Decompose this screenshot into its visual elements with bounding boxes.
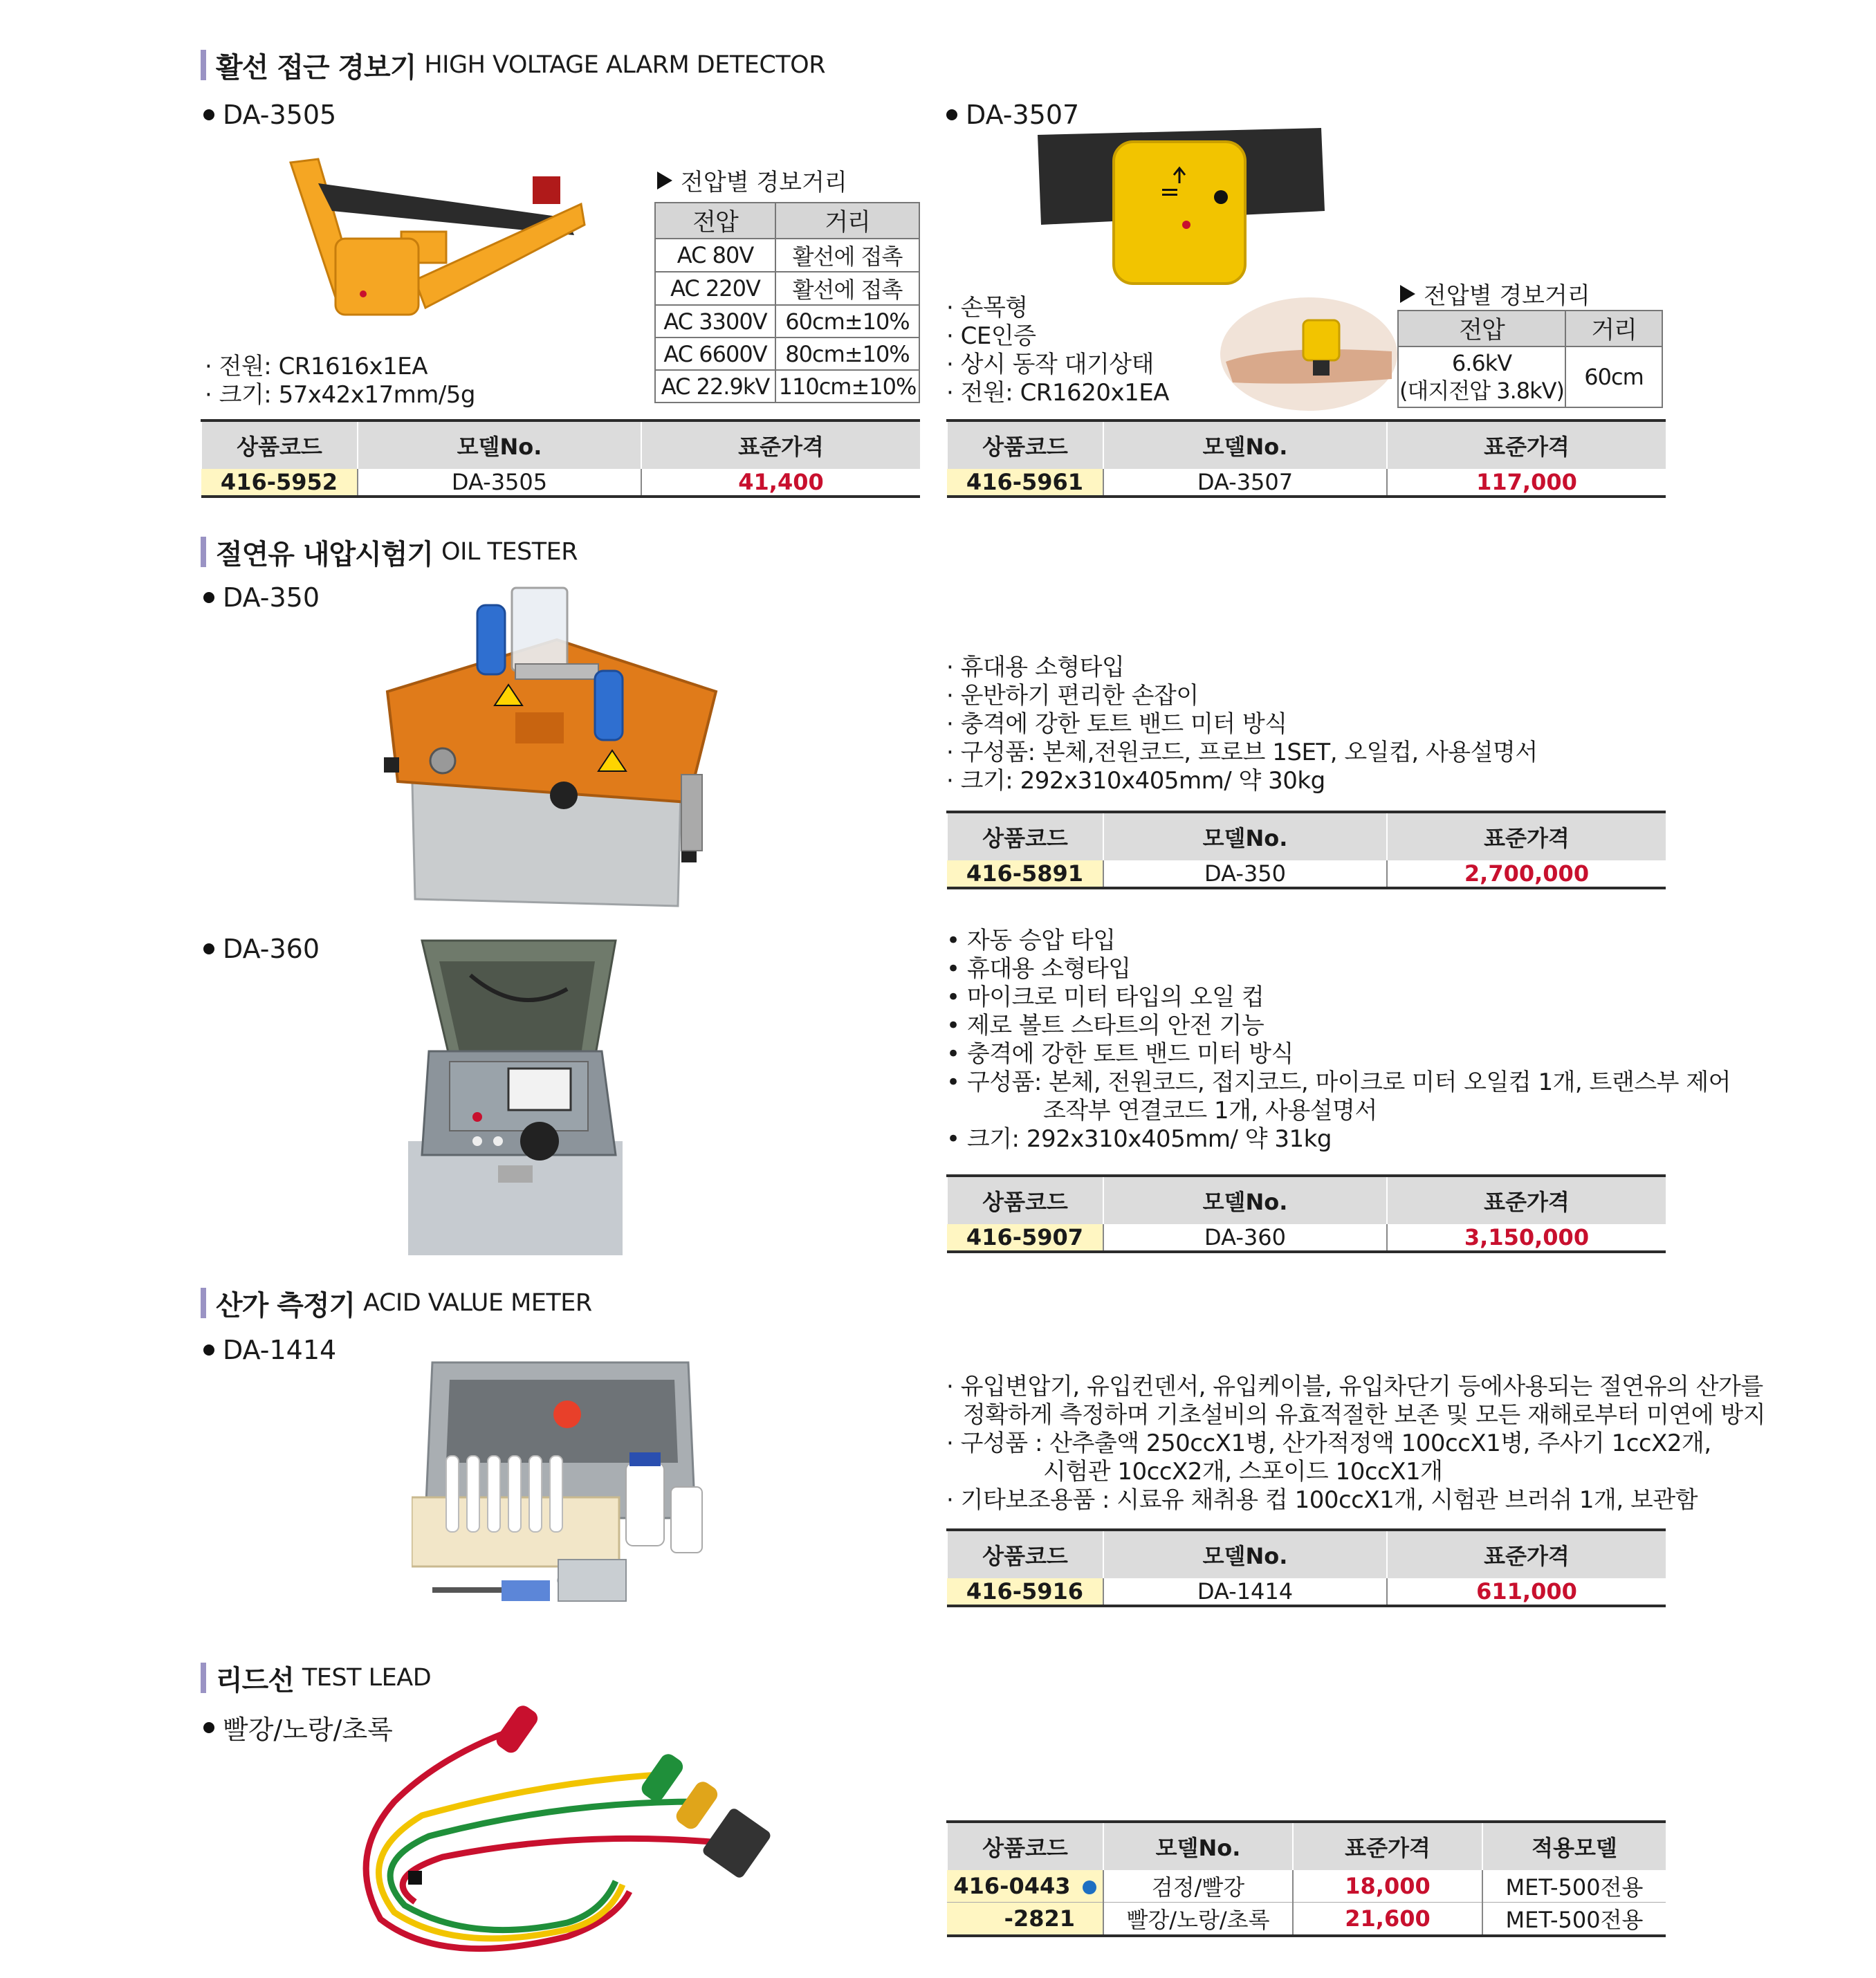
test-lead-image	[339, 1698, 789, 1975]
model-number: DA-3507	[1103, 469, 1387, 497]
bullet-dot-icon	[203, 943, 214, 954]
model-number: 빨강/노랑/초록	[1103, 1903, 1293, 1937]
col-header-code: 상품코드	[947, 1822, 1103, 1870]
product-table-lead	[946, 1820, 1666, 1937]
section-accent-bar	[201, 537, 206, 567]
col-header-code: 상품코드	[947, 1530, 1103, 1578]
model-number: DA-350	[1103, 860, 1387, 888]
table-row	[947, 860, 1666, 888]
distance-table-title-da3507: 전압별 경보거리	[1400, 277, 1590, 311]
feature-item: · 전원: CR1620x1EA	[946, 379, 1169, 407]
table-row: AC 6600V 80cm±10%	[655, 338, 919, 370]
col-header-price: 표준가격	[1387, 812, 1666, 860]
col-header-model: 모델No.	[358, 420, 641, 469]
price: 3,150,000	[1387, 1224, 1666, 1252]
feature-list-da350	[946, 654, 1538, 795]
col-header-price: 표준가격	[1387, 1530, 1666, 1578]
model-number: DA-360	[1103, 1224, 1387, 1252]
feature-item: · 휴대용 소형타입	[946, 654, 1125, 681]
table-row: AC 80V 활선에 접촉	[655, 239, 919, 272]
price: 41,400	[641, 469, 920, 497]
feature-item: · 유입변압기, 유입컨덴서, 유입케이블, 유입차단기 등에사용되는 절연유의 산가를	[946, 1373, 1763, 1401]
applies-model: MET-500전용	[1482, 1903, 1666, 1937]
section-title-ko: 산가 측정기	[216, 1289, 356, 1322]
product-table-da360	[946, 1174, 1666, 1253]
oil-tester-da350-image	[384, 574, 723, 920]
col-header-code: 상품코드	[947, 1176, 1103, 1224]
col-header-price: 표준가격	[641, 420, 920, 469]
col-header-distance: 거리	[1565, 311, 1662, 346]
product-table-da1414	[946, 1528, 1666, 1607]
model-label-da3507: DA-3507	[946, 100, 1079, 130]
col-header-price: 표준가격	[1387, 420, 1666, 469]
col-header-voltage: 전압	[655, 203, 775, 239]
bullet-dot-icon	[203, 109, 214, 120]
section-accent-bar	[201, 1663, 206, 1693]
section-title-en: ACID VALUE METER	[363, 1289, 592, 1317]
feature-list-da3507	[946, 294, 1169, 407]
price: 21,600	[1293, 1903, 1482, 1937]
section-header-acid-meter	[201, 1288, 592, 1322]
table-row	[947, 469, 1666, 497]
feature-item: • 제로 볼트 스타트의 안전 기능	[946, 1012, 1265, 1039]
feature-item: • 자동 승압 타입	[946, 927, 1116, 954]
model-label-lead: 빨강/노랑/초록	[203, 1708, 393, 1746]
product-table-da3507	[946, 419, 1666, 498]
product-code: 416-5961	[947, 469, 1103, 497]
voltage-value: 6.6kV	[1451, 350, 1512, 376]
col-header-model: 모델No.	[1103, 1176, 1387, 1224]
feature-item-continued: 조작부 연결코드 1개, 사용설명서	[1043, 1097, 1377, 1125]
new-item-dot-icon	[1083, 1880, 1096, 1894]
bullet-dot-icon	[203, 592, 214, 603]
table-row	[947, 1578, 1666, 1606]
feature-list-da360	[946, 927, 1731, 1154]
feature-item-continued: 정확하게 측정하며 기초설비의 유효적절한 보존 및 모든 재해로부터 미연에 방지	[963, 1401, 1766, 1429]
table-row: AC 3300V 60cm±10%	[655, 305, 919, 338]
feature-item: • 크기: 292x310x405mm/ 약 31kg	[946, 1125, 1332, 1153]
product-code: 416-5907	[947, 1224, 1103, 1252]
feature-list-da1414	[946, 1373, 1765, 1515]
col-header-applies: 적용모델	[1482, 1822, 1666, 1870]
product-code: 416-5916	[947, 1578, 1103, 1606]
product-code: 416-5952	[201, 469, 358, 497]
alarm-band-image	[277, 135, 595, 335]
product-code: 416-5891	[947, 860, 1103, 888]
col-header-model: 모델No.	[1103, 1530, 1387, 1578]
col-header-code: 상품코드	[947, 420, 1103, 469]
feature-item: · 상시 동작 대기상태	[946, 351, 1154, 378]
table-row	[201, 469, 920, 497]
feature-item: • 충격에 강한 토트 밴드 미터 방식	[946, 1040, 1294, 1068]
section-title-ko: 리드선	[216, 1664, 294, 1697]
feature-item: · 손목형	[946, 294, 1028, 322]
table-row	[947, 1903, 1666, 1937]
price: 2,700,000	[1387, 860, 1666, 888]
model-number: 검정/빨강	[1103, 1870, 1293, 1903]
section-header-alarm	[201, 50, 826, 84]
table-row: AC 220V 활선에 접촉	[655, 272, 919, 305]
feature-item: • 구성품: 본체, 전원코드, 접지코드, 마이크로 미터 오일컵 1개, 트랜스부 제어	[946, 1069, 1731, 1096]
col-header-distance: 거리	[775, 203, 919, 239]
feature-item: · 충격에 강한 토트 밴드 미터 방식	[946, 710, 1287, 738]
col-header-code: 상품코드	[947, 812, 1103, 860]
feature-item: · CE인증	[946, 322, 1036, 350]
oil-tester-da360-image	[408, 934, 623, 1255]
table-row: AC 22.9kV 110cm±10%	[655, 370, 919, 403]
feature-item: · 크기: 292x310x405mm/ 약 30kg	[946, 767, 1325, 795]
model-label-da1414: DA-1414	[203, 1335, 336, 1365]
price: 117,000	[1387, 469, 1666, 497]
feature-list-da3505	[205, 353, 475, 409]
section-title-en: OIL TESTER	[441, 538, 578, 566]
product-table-da350	[946, 811, 1666, 889]
model-label-da350: DA-350	[203, 582, 320, 613]
feature-item: · 구성품: 본체,전원코드, 프로브 1SET, 오일컵, 사용설명서	[946, 739, 1538, 766]
wrist-photo-image	[1219, 296, 1399, 412]
section-header-oil-tester	[201, 537, 578, 571]
product-table-da3505	[201, 419, 920, 498]
col-header-voltage: 전압	[1398, 311, 1565, 346]
price: 611,000	[1387, 1578, 1666, 1606]
table-row	[947, 1870, 1666, 1903]
bullet-dot-icon	[203, 1722, 214, 1733]
model-number: DA-1414	[1103, 1578, 1387, 1606]
bullet-dot-icon	[946, 109, 957, 120]
section-title-ko: 활선 접근 경보기	[216, 51, 416, 84]
col-header-price: 표준가격	[1387, 1176, 1666, 1224]
section-accent-bar	[201, 1288, 206, 1318]
feature-item: • 마이크로 미터 타입의 오일 컵	[946, 983, 1265, 1011]
model-number: DA-3505	[358, 469, 641, 497]
feature-item: • 휴대용 소형타입	[946, 955, 1131, 983]
table-row	[947, 1224, 1666, 1252]
col-header-model: 모델No.	[1103, 812, 1387, 860]
col-header-code: 상품코드	[201, 420, 358, 469]
col-header-model: 모델No.	[1103, 420, 1387, 469]
triangle-bullet-icon	[657, 172, 672, 190]
applies-model: MET-500전용	[1482, 1870, 1666, 1903]
price: 18,000	[1293, 1870, 1482, 1903]
wrist-alarm-image	[1031, 121, 1328, 304]
col-header-price: 표준가격	[1293, 1822, 1482, 1870]
feature-item: · 전원: CR1616x1EA	[205, 353, 427, 380]
acid-meter-kit-image	[412, 1359, 716, 1622]
feature-item: · 기타보조용품 : 시료유 채취용 컵 100ccX1개, 시험관 브러쉬 1개, 보관함	[946, 1486, 1698, 1514]
feature-item: · 운반하기 편리한 손잡이	[946, 682, 1199, 710]
product-code: -2821	[947, 1903, 1103, 1937]
section-header-test-lead	[201, 1663, 432, 1697]
model-label-da3505: DA-3505	[203, 100, 336, 130]
product-code: 416-0443	[947, 1870, 1103, 1903]
section-title-ko: 절연유 내압시험기	[216, 538, 434, 571]
section-title-en: TEST LEAD	[302, 1664, 432, 1692]
section-title-en: HIGH VOLTAGE ALARM DETECTOR	[424, 51, 826, 79]
distance-table-title-da3505: 전압별 경보거리	[657, 163, 847, 197]
section-accent-bar	[201, 50, 206, 80]
feature-item: · 구성품 : 산추출액 250ccX1병, 산가적정액 100ccX1병, 주사기 1ccX2개,	[946, 1430, 1711, 1457]
voltage-note: (대지전압 3.8kV)	[1399, 378, 1565, 404]
feature-item-continued: 시험관 10ccX2개, 스포이드 10ccX1개	[1043, 1458, 1443, 1486]
distance-table-da3505	[654, 202, 920, 403]
bullet-dot-icon	[203, 1344, 214, 1356]
triangle-bullet-icon	[1400, 285, 1415, 303]
distance-table-da3507	[1397, 310, 1663, 408]
feature-item: · 크기: 57x42x17mm/5g	[205, 381, 476, 409]
col-header-model: 모델No.	[1103, 1822, 1293, 1870]
distance-value: 60cm	[1565, 346, 1662, 407]
table-row	[1398, 346, 1662, 407]
model-label-da360: DA-360	[203, 934, 320, 964]
